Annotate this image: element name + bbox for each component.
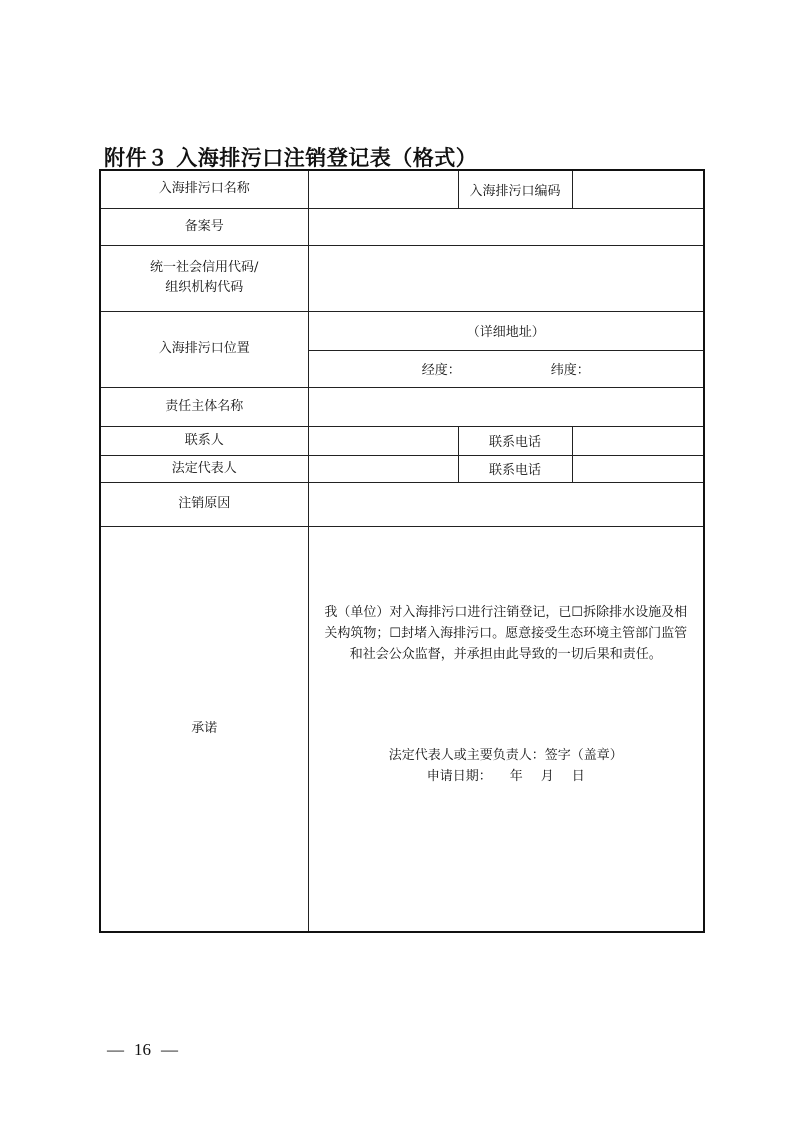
page-dash-left: —	[107, 1040, 124, 1059]
legal-rep-phone-field[interactable]	[572, 455, 704, 482]
legal-rep-phone-label: 联系电话	[458, 455, 572, 482]
contact-phone-label: 联系电话	[458, 426, 572, 455]
row-filing-no	[100, 208, 704, 245]
row-contact	[100, 426, 704, 455]
row-commitment	[100, 526, 704, 932]
outlet-code-field[interactable]	[572, 170, 704, 208]
commitment-label: 承诺	[100, 526, 308, 932]
day-label: 日	[571, 768, 585, 784]
page-footer	[107, 1040, 178, 1060]
document-title: 附件３ 入海排污口注销登记表（格式）	[104, 146, 478, 170]
credit-code-field[interactable]	[308, 245, 704, 311]
reason-field[interactable]	[308, 482, 704, 526]
page-dash-right: —	[161, 1040, 178, 1059]
month-label: 月	[540, 768, 554, 784]
commitment-cell	[308, 526, 704, 932]
reason-label: 注销原因	[100, 482, 308, 526]
row-location-address	[100, 311, 704, 350]
contact-label: 联系人	[100, 426, 308, 455]
credit-code-label	[100, 245, 308, 311]
responsible-entity-label: 责任主体名称	[100, 387, 308, 426]
contact-field[interactable]	[308, 426, 458, 455]
longitude-label: 经度：	[421, 363, 461, 378]
outlet-code-label: 入海排污口编码	[458, 170, 572, 208]
filing-no-field[interactable]	[308, 208, 704, 245]
date-label: 申请日期：	[426, 768, 492, 784]
row-reason	[100, 482, 704, 526]
row-legal-rep	[100, 455, 704, 482]
row-responsible-entity	[100, 387, 704, 426]
credit-code-label-line2: 组织机构代码	[165, 280, 244, 295]
page-number: 16	[134, 1040, 151, 1059]
latitude-label: 纬度：	[550, 363, 590, 378]
year-label: 年	[509, 768, 523, 784]
legal-rep-label: 法定代表人	[100, 455, 308, 482]
commitment-text: 我（单位）对入海排污口进行注销登记，已☐拆除排水设施及相关构筑物；☐封堵入海排污口。愿意接受生态环境主管部门监管和社会公众监督，并承担由此导致的一切后果和责任。	[324, 604, 688, 662]
responsible-entity-field[interactable]	[308, 387, 704, 426]
row-outlet-name	[100, 170, 704, 208]
legal-rep-field[interactable]	[308, 455, 458, 482]
coordinates-field[interactable]	[308, 350, 704, 387]
outlet-name-field[interactable]	[308, 170, 458, 208]
signature-block	[389, 745, 623, 787]
row-credit-code	[100, 245, 704, 311]
location-label: 入海排污口位置	[100, 311, 308, 387]
address-field[interactable]: （详细地址）	[308, 311, 704, 350]
deregistration-form-table	[99, 169, 705, 933]
contact-phone-field[interactable]	[572, 426, 704, 455]
application-date	[389, 766, 623, 787]
outlet-name-label: 入海排污口名称	[100, 170, 308, 208]
signature-line: 法定代表人或主要负责人：签字（盖章）	[388, 747, 623, 763]
filing-no-label: 备案号	[100, 208, 308, 245]
credit-code-label-line1: 统一社会信用代码/	[150, 260, 259, 275]
